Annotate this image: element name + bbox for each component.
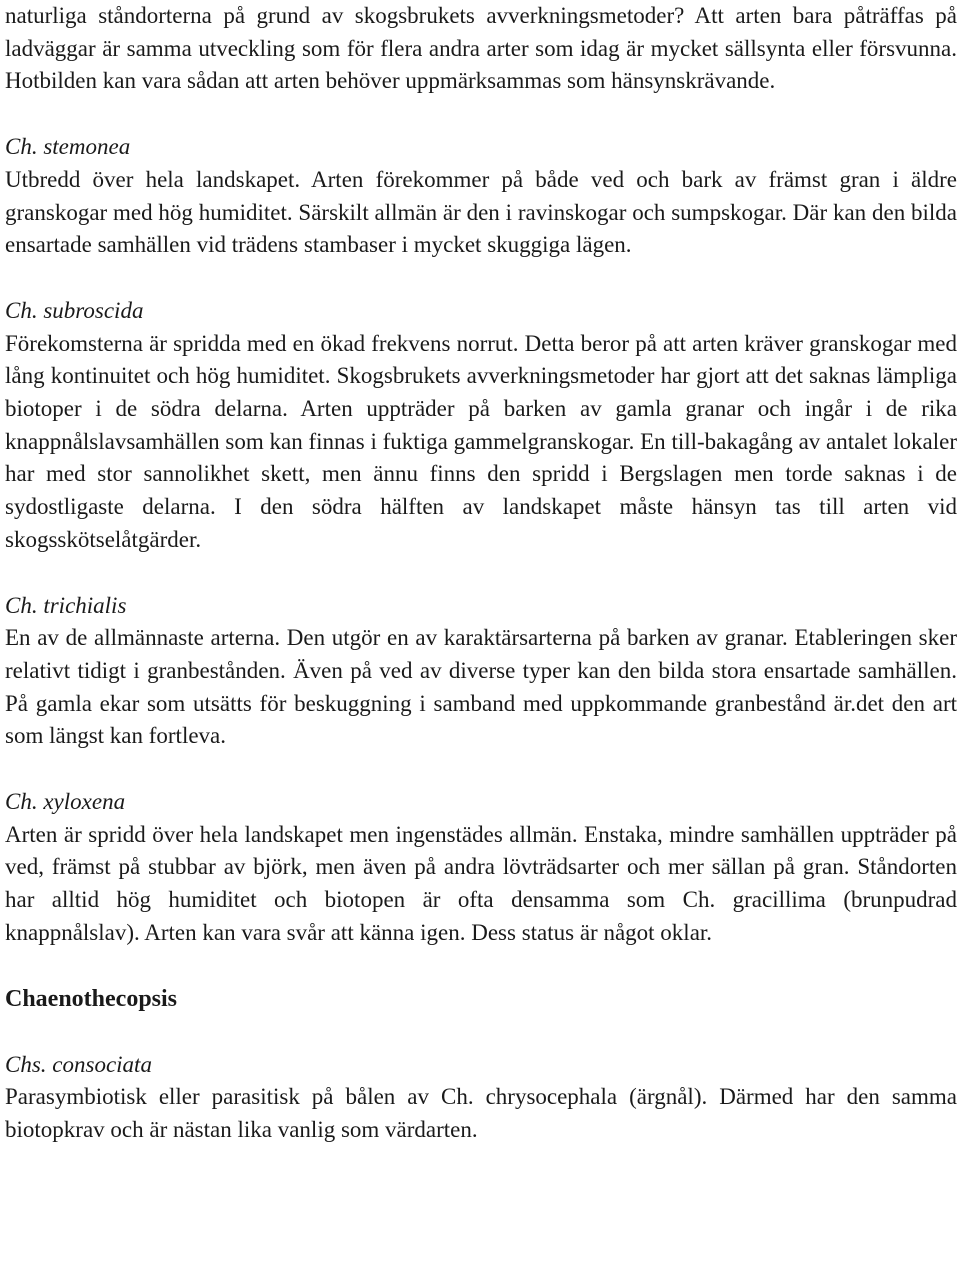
- genus-heading: Chaenothecopsis: [5, 985, 178, 1012]
- intro-paragraph: naturliga ståndorterna på grund av skogsbrukets avverkningsmetoder? Att arten bara påträffas på ladväggar är samma utveckling som för flera andra arter som idag är mycket sällsynta eller försvunna. Hotbilden kan vara sådan att arten behöver uppmärksammas som hänsynskrävande.: [5, 3, 957, 94]
- species-heading-subroscida: Ch. subroscida: [5, 297, 144, 323]
- species-paragraph-stemonea: Utbredd över hela landskapet. Arten förekommer på både ved och bark av främst gran i äldre granskogar med hög humiditet. Särskilt allmän är den i ravinskogar och sumpskogar. Där kan den bilda ensartade samhällen vid trädens stambaser i mycket skuggiga lägen.: [5, 166, 957, 258]
- species-paragraph-trichialis: En av de allmännaste arterna. Den utgör en av karaktärsarterna på barken av granar. Etableringen sker relativt tidigt i granbestånden. Även på ved av diverse typer kan den bilda stora ensartade samhällen. På gamla ekar som utsätts för beskuggning i samband med uppkommande granbestånd är.det den art som längst kan fortleva.: [5, 625, 957, 749]
- species-heading-stemonea: Ch. stemonea: [5, 134, 131, 160]
- species-paragraph-xyloxena: Arten är spridd över hela landskapet men ingenstädes allmän. Enstaka, mindre samhällen uppträder på ved, främst på stubbar av björk, men även på andra lövträdsarter och mer sällan på gran. Ståndorten har alltid hög humiditet och biotopen är ofta densamma som Ch. gracillima (brunpudrad knappnålslav). Arten kan vara svår att känna igen. Dess status är något oklar.: [5, 821, 957, 945]
- species-paragraph-subroscida: Förekomsterna är spridda med en ökad frekvens norrut. Detta beror på att arten kräver granskogar med lång kontinuitet och hög humiditet. Skogsbrukets avverkningsmetoder har gjort att det saknas lämpliga biotoper i de södra delarna. Arten uppträder på barken av gamla granar och ingår i de rika knappnålslavsamhällen som kan finnas i fuktiga gammelgranskogar. En till-bakagång av antalet lokaler har med stor sannolikhet skett, men ännu finns den spridd i Bergslagen men torde saknas i de sydostligaste delarna. I den södra hälften av landskapet måste hänsyn tas till arten vid skogsskötselåtgärder.: [5, 330, 957, 552]
- species-heading-xyloxena: Ch. xyloxena: [5, 789, 126, 815]
- species-heading-trichialis: Ch. trichialis: [5, 592, 127, 618]
- document-page: [5, 0, 957, 1147]
- species-paragraph-consociata: Parasymbiotisk eller parasitisk på bålen av Ch. chrysocephala (ärgnål). Därmed har den samma biotopkrav och är nästan lika vanlig som värdarten.: [5, 1084, 957, 1142]
- species-heading-consociata: Chs. consociata: [5, 1051, 152, 1077]
